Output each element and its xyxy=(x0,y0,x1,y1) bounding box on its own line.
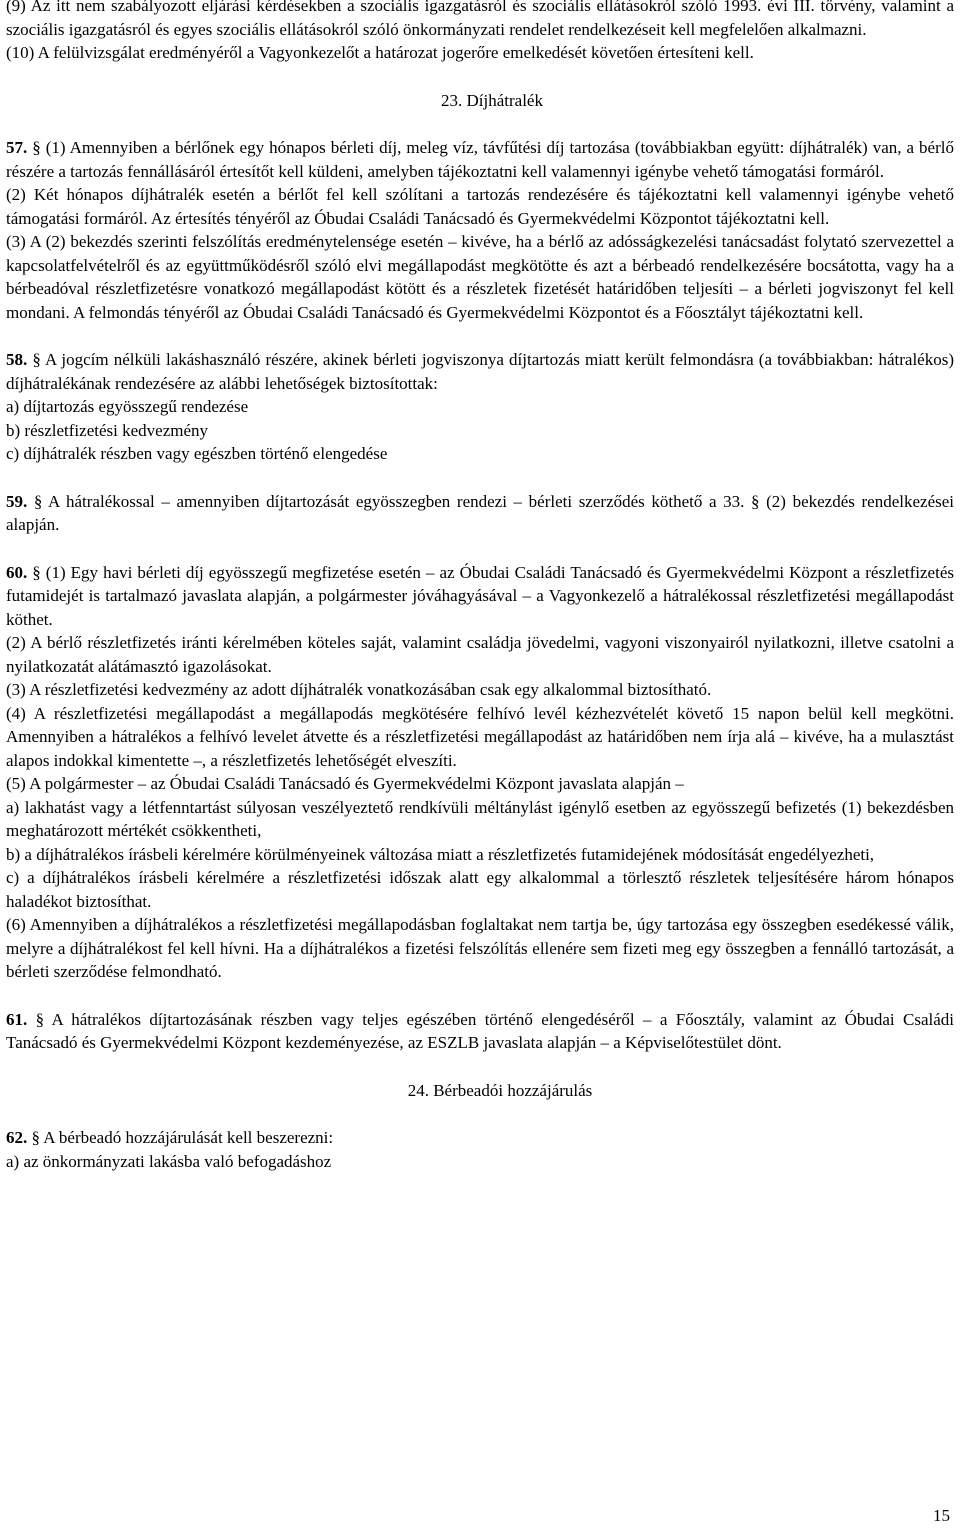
section-58 xyxy=(6,348,954,395)
section-60-para-5c: c) a díjhátralékos írásbeli kérelmére a részletfizetési időszak alatt egy alkalommal a törlesztő részletek teljesítésére három hónapos haladékot biztosíthat. xyxy=(6,868,954,911)
section-58-item-b: b) részletfizetési kedvezmény xyxy=(6,420,209,440)
section-60-para-6: (6) Amennyiben a díjhátralékos a részletfizetési megállapodásban foglaltakat nem tartja be, úgy tartozása egy összegben esedékessé válik, melyre a díjhátralékost fel kell hívni. Ha a díjhátralékos a fizetési felszólítás ellenére sem fizeti meg egy összegben a fennálló tartozását, a bérleti szerződése felmondható. xyxy=(6,915,954,981)
section-60-para-1 xyxy=(6,561,954,632)
section-number-60: 60. xyxy=(6,562,28,582)
section-62 xyxy=(6,1126,954,1150)
section-number-62: 62. xyxy=(6,1128,28,1147)
section-59-text: § A hátralékossal ‒ amennyiben díjtartozását egyösszegben rendezi ‒ bérleti szerződés köthető a 33. § (2) bekezdés rendelkezései alapján. xyxy=(6,491,954,534)
section-58-text: § A jogcím nélküli lakáshasználó részére, akinek bérleti jogviszonya díjtartozás miatt került felmondásra (a továbbiakban: hátralékos) díjhátralékának rendezésére az alábbi lehetőségek biztosítottak: xyxy=(6,350,954,393)
section-57-para-1-text: § (1) Amennyiben a bérlőnek egy hónapos bérleti díj, meleg víz, távfűtési díj tartozása (továbbiakban együtt: díjhátralék) van, a bérlő részére a tartozás fennállásáról értesítőt kell küldeni, amelyben tájékoztatni kell valamennyi igénybe vehető támogatási formáról. xyxy=(6,138,954,181)
page-number: 15 xyxy=(933,1506,950,1525)
section-57-para-3: (3) A (2) bekezdés szerinti felszólítás eredménytelensége esetén ‒ kivéve, ha a bérlő az adósságkezelési tanácsadást folytató szervezettel a kapcsolatfelvételről és az együttműködésről szóló elvi megállapodást megkötötte és azt a bérbeadó rendelkezésére bocsátotta, vagy ha a bérbeadóval részletfizetésre vonatkozó megállapodást kötött és a részletek fizetését határidőben teljesíti ‒ a bérleti jogviszonyt fel kell mondani. A felmondás tényéről az Óbudai Családi Tanácsadó és Gyermekvédelmi Központot és a Főosztályt tájékoztatni kell. xyxy=(6,232,954,322)
section-62-text: § A bérbeadó hozzájárulását kell beszerezni: xyxy=(27,1128,334,1147)
paragraph-10: (10) A felülvizsgálat eredményéről a Vagyonkezelőt a határozat jogerőre emelkedését követően értesíteni kell. xyxy=(6,43,754,62)
section-61 xyxy=(6,1008,954,1055)
section-62-item-a: a) az önkormányzati lakásba való befogadáshoz xyxy=(6,1151,332,1171)
section-60-para-5b: b) a díjhátralékos írásbeli kérelmére körülményeinek változása miatt a részletfizetés futamidejének módosítását engedélyezheti, xyxy=(6,844,875,864)
section-60-para-1-text: § (1) Egy havi bérleti díj egyösszegű megfizetése esetén ‒ az Óbudai Családi Tanácsadó és Gyermekvédelmi Központ a részletfizetés futamidejét is tartalmazó javaslata alapján, a polgármester jóváhagyásával ‒ a Vagyonkezelő a hátralékossal részletfizetési megállapodást köthet. xyxy=(6,562,954,629)
section-57-para-2: (2) Két hónapos díjhátralék esetén a bérlőt fel kell szólítani a tartozás rendezésére és tájékoztatni kell valamennyi igénybe vehető támogatási formáról. Az értesítés tényéről az Óbudai Családi Tanácsadó és Gyermekvédelmi Központot tájékoztatni kell. xyxy=(6,185,954,228)
section-57-para-1 xyxy=(6,136,954,183)
section-number-57: 57. xyxy=(6,138,28,157)
section-number-61: 61. xyxy=(6,1009,28,1029)
section-60-para-5a: a) lakhatást vagy a létfenntartást súlyosan veszélyeztető rendkívüli méltánylást igénylő esetben az egyösszegű befizetés (1) bekezdésben meghatározott mértékét csökkentheti, xyxy=(6,797,954,840)
section-60-para-3: (3) A részletfizetési kedvezmény az adott díjhátralék vonatkozásában csak egy alkalommal biztosítható. xyxy=(6,680,712,699)
section-60-para-5: (5) A polgármester ‒ az Óbudai Családi Tanácsadó és Gyermekvédelmi Központ javaslata alapján ‒ xyxy=(6,774,684,793)
document-body xyxy=(6,0,954,1173)
section-61-text: § A hátralékos díjtartozásának részben vagy teljes egészében történő elengedéséről ‒ a Főosztály, valamint az Óbudai Családi Tanácsadó és Gyermekvédelmi Központ kezdeményezése, az ESZLB javaslata alapján ‒ a Képviselőtestület dönt. xyxy=(6,1009,954,1052)
section-heading-24: 24. Bérbeadói hozzájárulás xyxy=(407,1080,593,1100)
section-number-58: 58. xyxy=(6,350,28,369)
section-59 xyxy=(6,490,954,537)
section-60-para-2: (2) A bérlő részletfizetés iránti kérelmében köteles saját, valamint családja jövedelmi, vagyoni viszonyairól nyilatkozni, illetve csatolni a nyilatkozatát alátámasztó igazolásokat. xyxy=(6,633,954,676)
paragraph-9: (9) Az itt nem szabályozott eljárási kérdésekben a szociális igazgatásról és szociális ellátásokról szóló 1993. évi III. törvény, valamint a szociális igazgatásról és egyes szociális ellátásokról szóló önkormányzati rendelet rendelkezéseit kell megfelelően alkalmazni. xyxy=(6,0,954,39)
section-58-item-c: c) díjhátralék részben vagy egészben történő elengedése xyxy=(6,444,388,463)
section-heading-23: 23. Díjhátralék xyxy=(441,90,543,110)
section-60-para-4: (4) A részletfizetési megállapodást a megállapodás megkötésére felhívó levél kézhezvételét követő 15 napon belül kell megkötni. Amennyiben a hátralékos a felhívó levelet átvette és a részletfizetési megállapodást az határidőben nem írja alá ‒ kivéve, ha a mulasztást alapos indokkal kimentette ‒, a részletfizetés lehetőségét elveszíti. xyxy=(6,703,954,770)
section-number-59: 59. xyxy=(6,491,28,511)
section-58-item-a: a) díjtartozás egyösszegű rendezése xyxy=(6,397,249,416)
